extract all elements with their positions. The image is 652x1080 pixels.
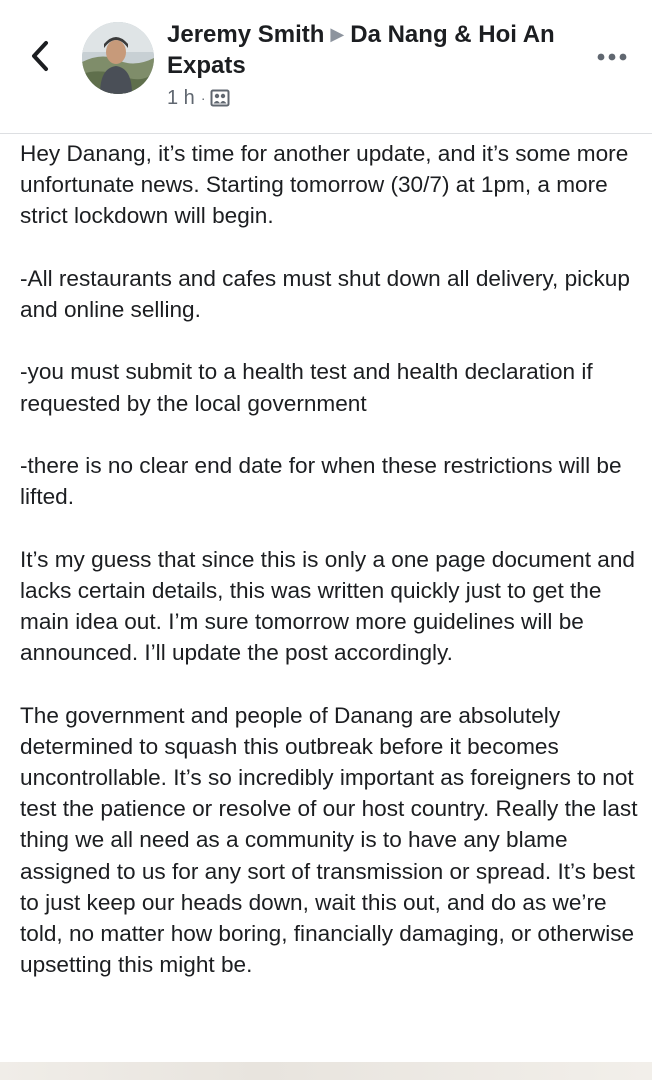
post-time[interactable]: 1 h <box>167 86 195 109</box>
post-paragraph: -All restaurants and cafes must shut down all delivery, pickup and online selling. <box>20 265 630 322</box>
triangle-right-icon: ▶ <box>330 24 345 44</box>
post-paragraph: Hey Danang, it’s time for another update, and it’s some more unfortunate news. Starting tomorrow (30/7) at 1pm, a more strict lockdown will begin. <box>20 141 629 229</box>
post-body <box>20 138 642 980</box>
post-title <box>167 20 567 81</box>
group-privacy-icon <box>210 88 230 108</box>
post-paragraph: -you must submit to a health test and health declaration if requested by the local government <box>20 359 593 416</box>
post-header <box>0 0 652 134</box>
chevron-left-icon <box>30 40 50 72</box>
more-horizontal-icon <box>596 52 628 62</box>
author-avatar[interactable] <box>82 22 154 94</box>
next-content-strip <box>0 1062 652 1080</box>
post-meta <box>167 84 230 112</box>
post-paragraph: It’s my guess that since this is only a one page document and lacks certain details, this was written quickly just to get the main idea out. I’m sure tomorrow more guidelines will be announced. I’ll update the post accordingly. <box>20 546 635 666</box>
more-options-button[interactable] <box>590 40 634 74</box>
post-paragraph: The government and people of Danang are absolutely determined to squash this outbreak before it becomes uncontrollable. It’s so incredibly important as foreigners to not test the patience or resolve of our host country. Really the last thing we all need as a community is to have any blame assigned to us for any sort of transmission or spread. It’s best to just keep our heads down, wait this out, and do as we’re told, no matter how boring, financially damaging, or otherwise upsetting this might be. <box>20 702 638 978</box>
group-name[interactable]: Da Nang & Hoi An Expats <box>167 21 555 79</box>
post-paragraph: -there is no clear end date for when these restrictions will be lifted. <box>20 452 622 510</box>
back-button[interactable] <box>22 36 58 76</box>
avatar-photo <box>82 22 154 94</box>
meta-separator: · <box>200 90 206 106</box>
author-name[interactable]: Jeremy Smith <box>167 21 325 48</box>
